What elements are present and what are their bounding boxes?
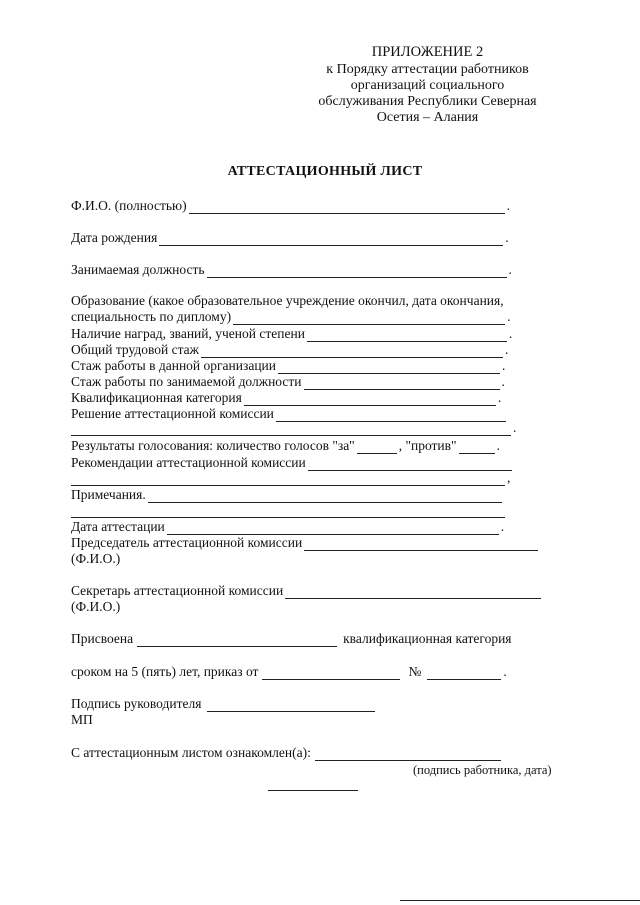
divider-line: [268, 790, 358, 791]
employee-signature-input-line[interactable]: [315, 748, 501, 761]
org-experience-input-line[interactable]: [278, 361, 500, 374]
punct: .: [505, 230, 509, 245]
field-label: (Ф.И.О.): [71, 551, 121, 566]
field-education-cont: [71, 309, 510, 325]
field-chairman-fio: [71, 551, 120, 567]
field-label: Образование (какое образовательное учреждение окончил, дата окончания,: [71, 293, 504, 308]
field-decision-cont: [71, 420, 516, 436]
field-label: Присвоена: [71, 631, 134, 646]
field-label: (Ф.И.О.): [71, 599, 121, 614]
field-label: специальность по диплому): [71, 309, 232, 324]
field-label: Решение аттестационной комиссии: [71, 406, 274, 421]
punct: .: [508, 326, 513, 341]
field-label: Рекомендации аттестационной комиссии: [71, 455, 306, 470]
attestation-date-input-line[interactable]: [167, 522, 499, 535]
appendix-line: обслуживания Республики Северная: [318, 94, 537, 109]
position-input-line[interactable]: [207, 265, 507, 278]
field-recommendations: [71, 455, 514, 471]
field-label: Занимаемая должность: [71, 262, 205, 277]
field-category: [71, 390, 501, 406]
field-label: Секретарь аттестационной комиссии: [71, 583, 284, 598]
punct: .: [500, 519, 505, 534]
field-secretary-fio: [71, 599, 120, 615]
education-input-line[interactable]: [233, 312, 505, 325]
field-stamp: [71, 712, 93, 728]
field-awards: [71, 326, 512, 342]
field-chairman: [71, 535, 540, 551]
punct: .: [503, 664, 507, 679]
punct: .: [497, 390, 502, 405]
field-familiarized: [71, 745, 503, 761]
votes-against-input-line[interactable]: [459, 441, 495, 454]
field-label: Результаты голосования: количество голосов "за": [71, 438, 355, 453]
appendix-block: [300, 44, 555, 126]
field-label: Стаж работы в данной организации: [71, 358, 276, 373]
bottom-edge-line: [400, 900, 640, 901]
field-label: Общий трудовой стаж: [71, 342, 199, 357]
field-label: Дата аттестации: [71, 519, 165, 534]
decision-input-line-2[interactable]: [71, 423, 511, 436]
recommendations-input-line-2[interactable]: [71, 473, 505, 486]
field-label: Квалификационная категория: [71, 390, 242, 405]
field-label: Председатель аттестационной комиссии: [71, 535, 303, 550]
awards-input-line[interactable]: [307, 329, 507, 342]
punct: .: [506, 198, 511, 213]
field-org-experience: [71, 358, 505, 374]
punct: ,: [507, 470, 511, 485]
field-fio: [71, 198, 510, 214]
field-attestation-date: [71, 519, 504, 535]
punct: .: [505, 342, 509, 357]
head-signature-input-line[interactable]: [207, 699, 375, 712]
field-total-experience: [71, 342, 508, 358]
field-label: №: [408, 664, 422, 679]
field-notes: [71, 487, 504, 503]
category-input-line[interactable]: [244, 393, 496, 406]
field-label: Стаж работы по занимаемой должности: [71, 374, 302, 389]
field-assigned-category: [71, 631, 512, 647]
field-birth-date: [71, 230, 509, 246]
fio-input-line[interactable]: [189, 201, 505, 214]
appendix-line: к Порядку аттестации работников: [326, 62, 529, 77]
field-label: С аттестационным листом ознакомлен(а):: [71, 745, 311, 760]
punct: .: [501, 374, 505, 389]
field-education: [71, 293, 504, 309]
assigned-category-input-line[interactable]: [137, 634, 337, 647]
order-number-input-line[interactable]: [427, 667, 501, 680]
stamp-place-label: МП: [71, 712, 93, 727]
field-label: Подпись руководителя: [71, 696, 202, 711]
total-experience-input-line[interactable]: [201, 345, 503, 358]
secretary-input-line[interactable]: [285, 586, 541, 599]
field-label: Ф.И.О. (полностью): [71, 198, 187, 213]
field-label: Примечания.: [71, 487, 146, 502]
notes-input-line-2[interactable]: [71, 505, 505, 518]
appendix-line: Осетия – Алания: [376, 110, 479, 125]
field-label: Дата рождения: [71, 230, 158, 245]
field-position: [71, 262, 512, 278]
punct: .: [507, 309, 511, 324]
appendix-title: ПРИЛОЖЕНИЕ 2: [371, 44, 484, 60]
punct: .: [513, 420, 517, 435]
field-notes-cont: [71, 502, 507, 518]
field-recommendations-cont: [71, 470, 510, 486]
votes-for-input-line[interactable]: [357, 441, 397, 454]
field-secretary: [71, 583, 543, 599]
field-term-order: [71, 664, 507, 680]
document-title: АТТЕСТАЦИОННЫЙ ЛИСТ: [227, 164, 423, 179]
chairman-input-line[interactable]: [304, 538, 538, 551]
field-position-experience: [71, 374, 505, 390]
field-label: , "против": [398, 438, 457, 453]
position-experience-input-line[interactable]: [304, 377, 500, 390]
field-label: Наличие наград, званий, ученой степени: [71, 326, 305, 341]
punct: .: [502, 358, 506, 373]
appendix-line: организаций социального: [350, 78, 505, 93]
punct: .: [496, 438, 500, 453]
punct: .: [508, 262, 512, 277]
field-head-signature: [71, 696, 377, 712]
order-date-input-line[interactable]: [262, 667, 400, 680]
field-label: квалификационная категория: [343, 631, 512, 646]
signature-caption: (подпись работника, дата): [413, 763, 552, 777]
field-vote-results: [71, 438, 500, 454]
birth-date-input-line[interactable]: [159, 233, 503, 246]
field-label: сроком на 5 (пять) лет, приказ от: [71, 664, 259, 679]
